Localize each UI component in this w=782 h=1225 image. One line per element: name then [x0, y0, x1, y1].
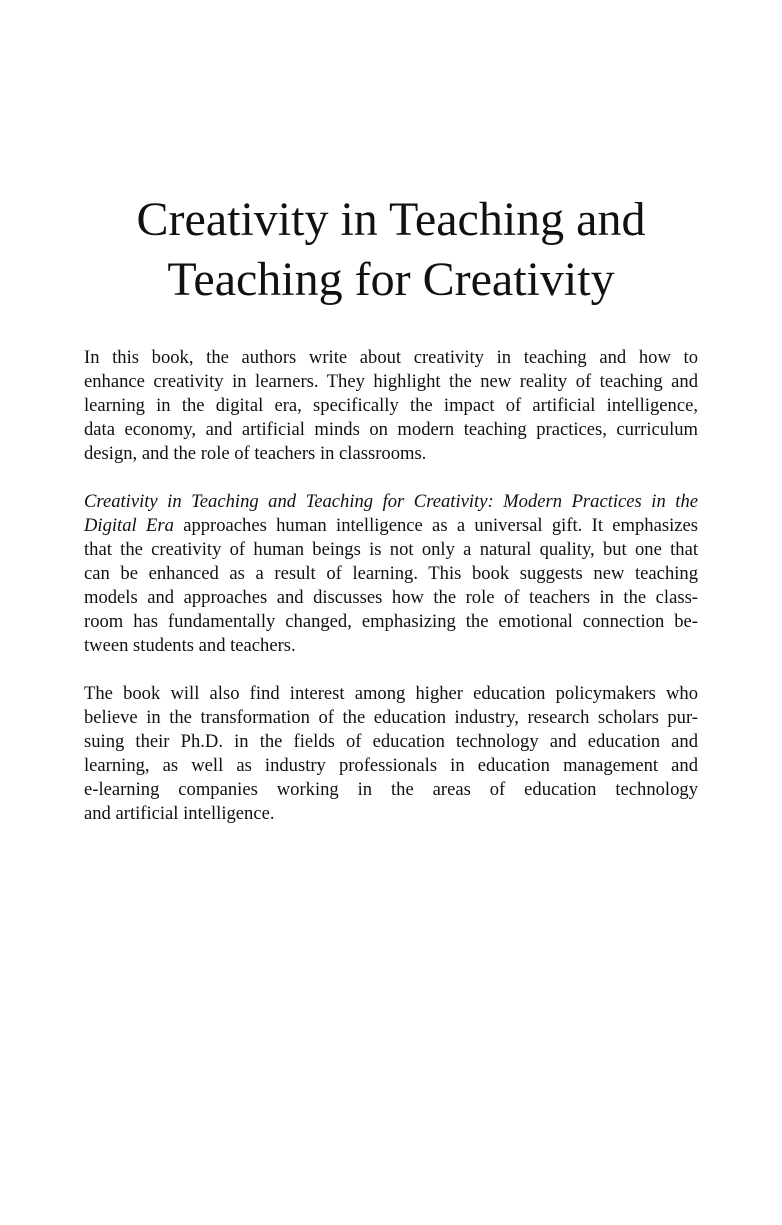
text-line: data economy, and artificial minds on modern teaching practices, curriculum [84, 419, 698, 440]
text-line: e-learning companies working in the areas of education technology [84, 779, 698, 800]
text-line: suing their Ph.D. in the fields of education technology and education and [84, 731, 698, 752]
paragraph-1 [84, 346, 698, 466]
text-line [84, 490, 698, 514]
book-title-italic: Digital Era [84, 515, 174, 536]
book-title-italic: Creativity in Teaching and Teaching for Creativity: Modern Practices in the [84, 491, 698, 512]
text-line: models and approaches and discusses how the role of teachers in the class- [84, 587, 698, 608]
text-line: that the creativity of human beings is not only a natural quality, but one that [84, 539, 698, 560]
paragraph-2 [84, 490, 698, 658]
text-line: believe in the transformation of the education industry, research scholars pur- [84, 707, 698, 728]
title-line: Creativity in Teaching and [136, 193, 646, 246]
text-line: In this book, the authors write about creativity in teaching and how to [84, 347, 698, 368]
text-line: learning in the digital era, specifically the impact of artificial intelligence, [84, 395, 698, 416]
text-line: can be enhanced as a result of learning. This book suggests new teaching [84, 563, 698, 584]
text-span: approaches human intelligence as a universal gift. It emphasizes [173, 515, 698, 536]
text-line: enhance creativity in learners. They highlight the new reality of teaching and [84, 371, 698, 392]
text-line: tween students and teachers. [84, 635, 296, 656]
text-line: and artificial intelligence. [84, 803, 275, 824]
text-line: learning, as well as industry professionals in education management and [84, 755, 698, 776]
title-line: Teaching for Creativity [167, 253, 615, 306]
text-line: design, and the role of teachers in classrooms. [84, 443, 427, 464]
paragraph-3 [84, 682, 698, 826]
text-line: The book will also find interest among higher education policymakers who [84, 683, 698, 704]
text-line: room has fundamentally changed, emphasizing the emotional connection be- [84, 611, 698, 632]
book-description [84, 346, 698, 850]
book-title [0, 190, 782, 310]
text-line [84, 514, 698, 538]
